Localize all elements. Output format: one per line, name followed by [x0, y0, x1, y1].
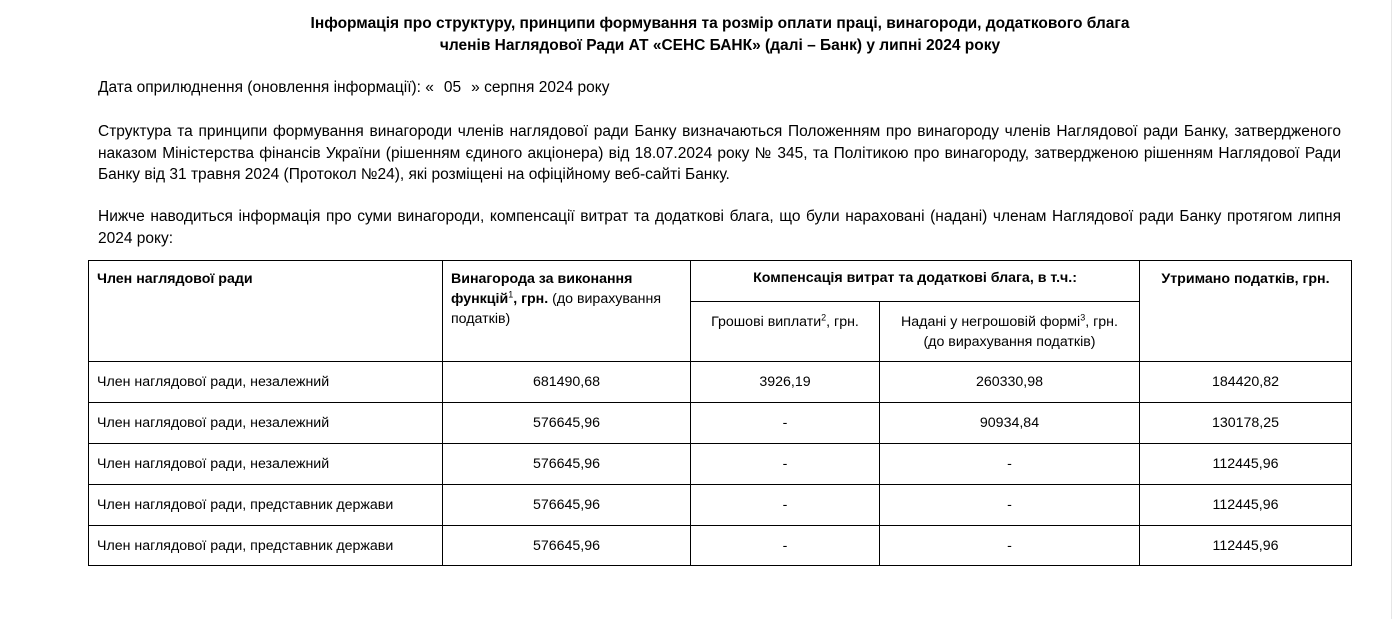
page-edge-divider	[1391, 0, 1392, 619]
header-cash-footnote: 2	[821, 312, 827, 323]
title-line-1: Інформація про структуру, принципи формування та розмір оплати праці, винагороди, додаткового блага	[310, 15, 1130, 32]
header-noncash	[880, 302, 1140, 362]
cell-cash: -	[691, 485, 880, 526]
cell-reward: 576645,96	[443, 485, 691, 526]
cell-member: Член наглядової ради, представник держави	[89, 526, 443, 566]
intro-paragraph: Нижче наводиться інформація про суми винагороди, компенсації витрат та додаткові блага, що були нараховані (надані) членам Наглядової ради Банку протягом липня 2024 року:	[98, 208, 1341, 247]
header-member: Член наглядової ради	[89, 261, 443, 362]
cell-reward: 681490,68	[443, 362, 691, 403]
cell-member: Член наглядової ради, незалежний	[89, 444, 443, 485]
remuneration-table	[88, 260, 1352, 566]
cell-reward: 576645,96	[443, 403, 691, 444]
title-line-2: членів Наглядової Ради АТ «СЕНС БАНК» (далі – Банк) у липні 2024 року	[439, 37, 1001, 54]
table-row	[89, 485, 1352, 526]
cell-tax: 112445,96	[1140, 444, 1352, 485]
table-row	[89, 444, 1352, 485]
cell-member: Член наглядової ради, незалежний	[89, 403, 443, 444]
cell-reward: 576645,96	[443, 444, 691, 485]
header-reward	[443, 261, 691, 362]
header-reward-bold: Винагорода за виконання функцій	[451, 271, 633, 307]
document-title	[0, 13, 1397, 57]
header-reward-footnote: 1	[508, 289, 514, 300]
cell-member: Член наглядової ради, представник держави	[89, 485, 443, 526]
table-row	[89, 362, 1352, 403]
cell-noncash: -	[880, 526, 1140, 566]
cell-tax: 184420,82	[1140, 362, 1352, 403]
publication-date-suffix: » серпня 2024 року	[471, 79, 610, 96]
cell-tax: 112445,96	[1140, 485, 1352, 526]
header-reward-note: (до вирахування податків)	[451, 291, 662, 327]
table-header-row	[89, 261, 1352, 302]
cell-noncash: -	[880, 485, 1140, 526]
header-noncash-label: Надані у негрошовій формі	[901, 314, 1081, 330]
publication-date-prefix: Дата оприлюднення (оновлення інформації): «	[98, 79, 434, 96]
header-noncash-footnote: 3	[1080, 312, 1086, 323]
cell-noncash: 260330,98	[880, 362, 1140, 403]
publication-date-day: 05	[443, 79, 462, 96]
cell-cash: 3926,19	[691, 362, 880, 403]
header-cash-unit: , грн.	[826, 314, 859, 330]
header-cash-label: Грошові виплати	[711, 314, 822, 330]
header-tax: Утримано податків, грн.	[1140, 261, 1352, 362]
table-row	[89, 403, 1352, 444]
header-noncash-note: (до вирахування податків)	[923, 334, 1096, 350]
header-reward-unit: , грн.	[513, 291, 549, 307]
header-cash	[691, 302, 880, 362]
header-compensation: Компенсація витрат та додаткові блага, в т.ч.:	[691, 261, 1140, 302]
cell-cash: -	[691, 526, 880, 566]
cell-tax: 112445,96	[1140, 526, 1352, 566]
structure-paragraph: Структура та принципи формування винагороди членів наглядової ради Банку визначаються Положенням про винагороду членів Наглядової ради Банку, затвердженого наказом Міністерства фінансів України (рішенням єдиного акціонера) від 18.07.2024 року № 345, та Політикою про винагороду, затвердженою рішенням Наглядової Ради Банку від 31 травня 2024 (Протокол №24), які розміщені на офіційному веб-сайті Банку.	[98, 123, 1341, 183]
cell-noncash: -	[880, 444, 1140, 485]
table-row	[89, 526, 1352, 566]
cell-tax: 130178,25	[1140, 403, 1352, 444]
cell-cash: -	[691, 444, 880, 485]
publication-date	[98, 78, 609, 98]
cell-member: Член наглядової ради, незалежний	[89, 362, 443, 403]
cell-reward: 576645,96	[443, 526, 691, 566]
cell-noncash: 90934,84	[880, 403, 1140, 444]
cell-cash: -	[691, 403, 880, 444]
header-noncash-unit: , грн.	[1085, 314, 1118, 330]
